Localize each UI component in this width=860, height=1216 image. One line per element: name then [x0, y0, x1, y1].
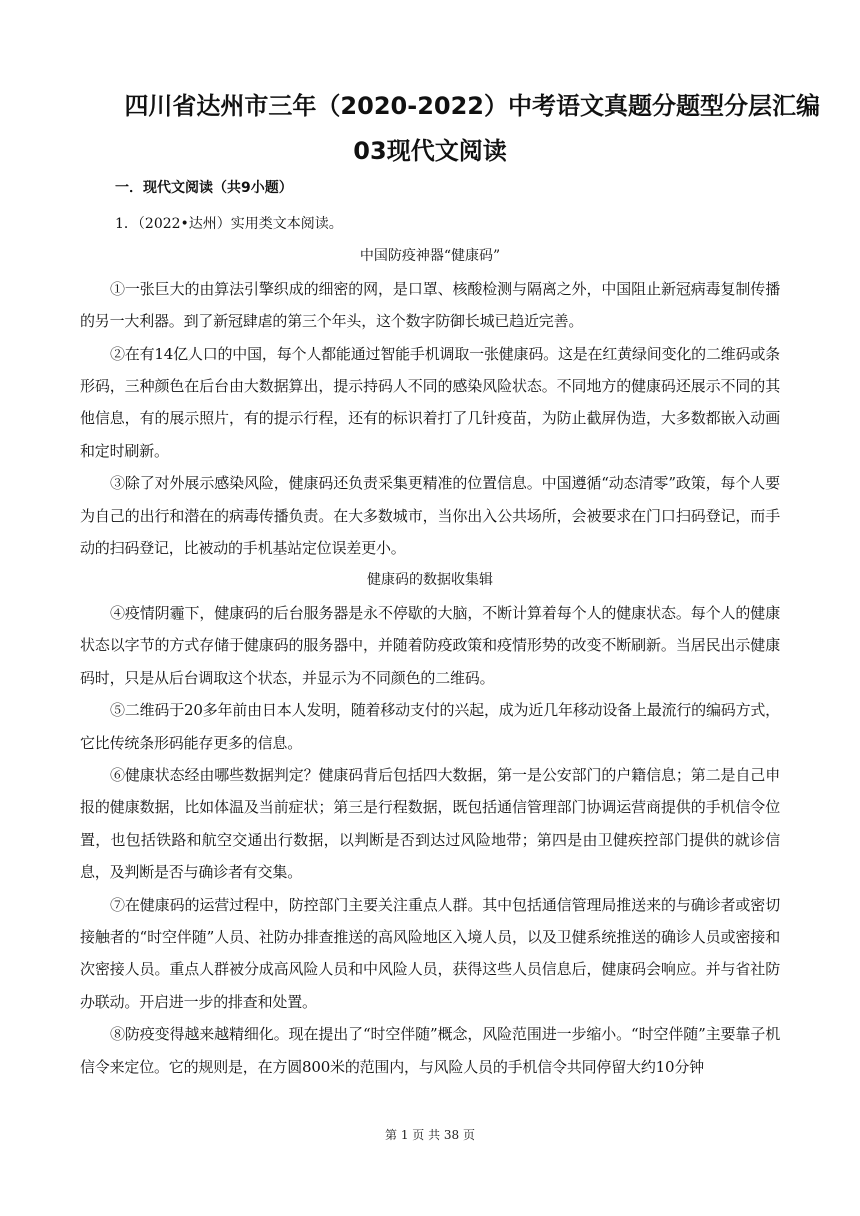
article-title: 中国防疫神器“健康码” [359, 248, 501, 265]
paragraph-8: ⑧防疫变得越来越精细化。现在提出了“时空伴随”概念，风险范围进一步缩小。“时空伴随”主要靠子机信令来定位。它的规则是，在方圆800米的范围内，与风险人员的手机信令共同停留大约10分钟 [80, 1025, 780, 1076]
article-subheading: 健康码的数据收集辑 [367, 572, 493, 589]
question-line: 1．（2022•达州）实用类文本阅读。 [115, 216, 343, 232]
document-body [80, 208, 780, 1083]
paragraph-4: ④疫情阴霾下，健康码的后台服务器是永不停歇的大脑，不断计算着每个人的健康状态。每个人的健康状态以字节的方式存储于健康码的服务器中，并随着防疫政策和疫情形势的改变不断刷新。当居民出示健康码时，只是从后台调取这个状态，并显示为不同颜色的二维码。 [80, 603, 780, 687]
document-title: 四川省达州市三年（2020-2022）中考语文真题分题型分层汇编 [124, 92, 820, 120]
page-footer: 第 1 页 共 38 页 [385, 1128, 475, 1142]
paragraph-2: ②在有14亿人口的中国，每个人都能通过智能手机调取一张健康码。这是在红黄绿间变化的二维码或条形码，三种颜色在后台由大数据算出，提示持码人不同的感染风险状态。不同地方的健康码还展示不同的其他信息，有的展示照片，有的提示行程，还有的标识着打了几针疫苗，为防止截屏伪造，大多数都嵌入动画和定时刷新。 [80, 344, 780, 460]
paragraph-7: ⑦在健康码的运营过程中，防控部门主要关注重点人群。其中包括通信管理局推送来的与确诊者或密切接触者的“时空伴随”人员、社防办排查推送的高风险地区入境人员，以及卫健系统推送的确诊人员或密接和次密接人员。重点人群被分成高风险人员和中风险人员，获得这些人员信息后，健康码会响应。并与省社防办联动。开启进一步的排查和处置。 [80, 895, 780, 1011]
section-heading: 一．现代文阅读（共9小题） [115, 180, 293, 196]
paragraph-5: ⑤二维码于20多年前由日本人发明，随着移动支付的兴起，成为近几年移动设备上最流行的编码方式，它比传统条形码能存更多的信息。 [80, 701, 780, 752]
paragraph-1: ①一张巨大的由算法引擎织成的细密的网，是口罩、核酸检测与隔离之外，中国阻止新冠病毒复制传播的另一大利器。到了新冠肆虐的第三个年头，这个数字防御长城已趋近完善。 [80, 279, 780, 331]
document-subtitle: 03现代文阅读 [353, 137, 507, 165]
paragraph-6: ⑥健康状态经由哪些数据判定？健康码背后包括四大数据，第一是公安部门的户籍信息；第二是自己申报的健康数据，比如体温及当前症状；第三是行程数据，既包括通信管理部门协调运营商提供的手机信令位置，也包括铁路和航空交通出行数据，以判断是否到达过风险地带；第四是由卫健疾控部门提供的就诊信息，及判断是否与确诊者有交集。 [80, 765, 780, 882]
paragraph-3: ③除了对外展示感染风险，健康码还负责采集更精准的位置信息。中国遵循“动态清零”政策，每个人要为自己的出行和潜在的病毒传播负责。在大多数城市，当你出入公共场所，会被要求在门口扫码登记，而手动的扫码登记，比被动的手机基站定位误差更小。 [80, 474, 780, 558]
